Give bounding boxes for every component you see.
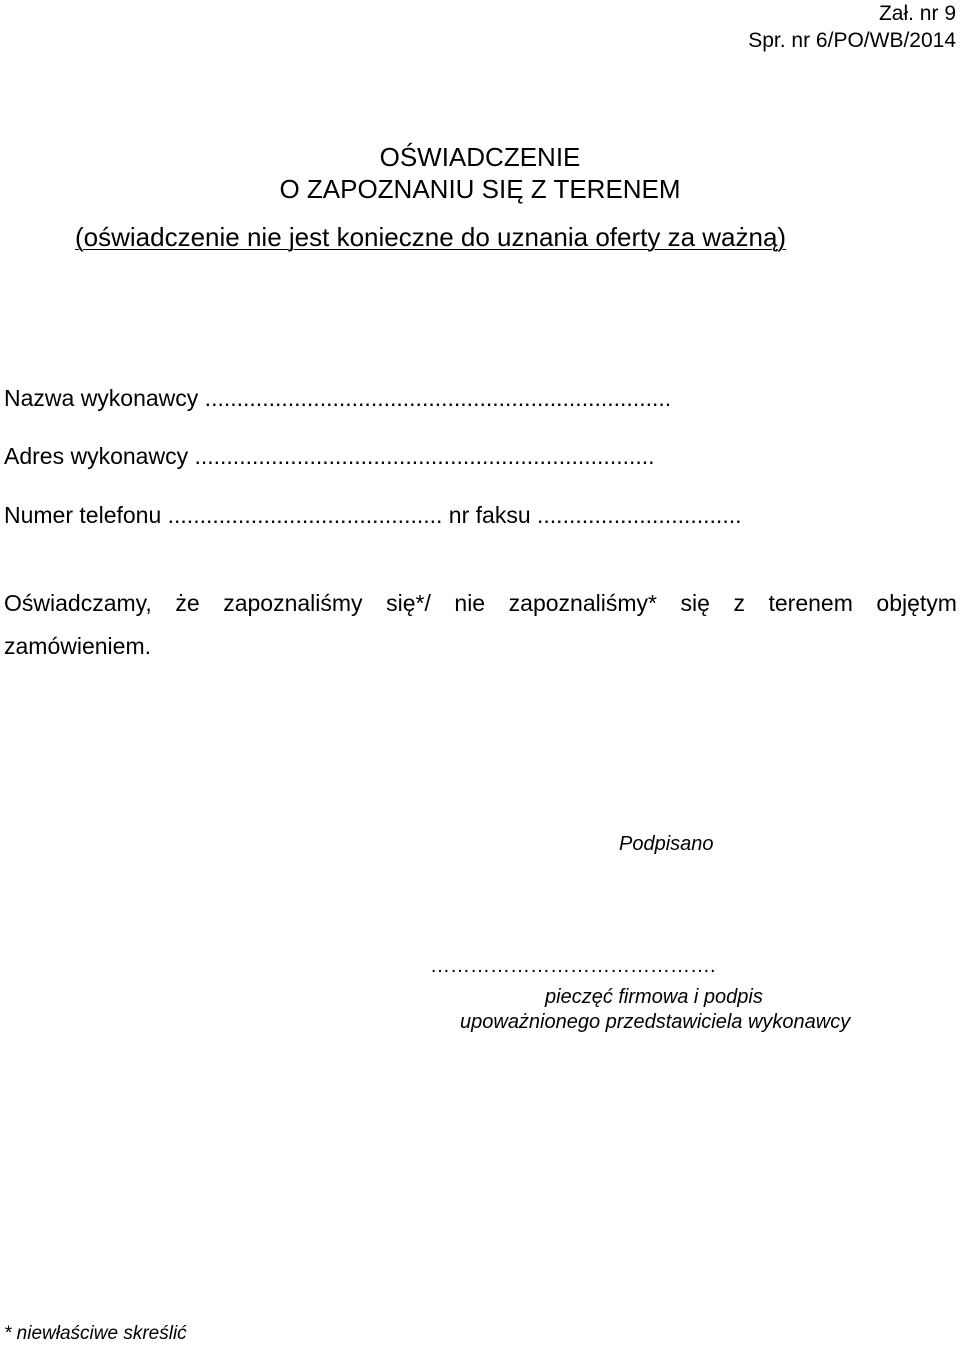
- statement-word: z: [733, 590, 745, 616]
- statement-word: zapoznaliśmy: [223, 590, 363, 616]
- footnote: * niewłaściwe skreślić: [4, 1323, 187, 1344]
- signature-dotted-line: …………………………………….: [430, 955, 716, 977]
- signature-caption-line-2: upoważnionego przedstawiciela wykonawcy: [460, 1011, 851, 1033]
- document-subtitle: O ZAPOZNANIU SIĘ Z TERENEM: [279, 174, 681, 204]
- phone-fax-field: Numer telefonu ........................................... nr faksu ................................: [4, 502, 742, 528]
- statement-word: że: [175, 590, 200, 616]
- signature-caption-line-1: pieczęć firmowa i podpis: [545, 986, 763, 1008]
- document-note: (oświadczenie nie jest konieczne do uznania oferty za ważną): [75, 222, 787, 252]
- statement-word: objętym: [876, 590, 957, 616]
- case-reference-number: Spr. nr 6/PO/WB/2014: [748, 29, 956, 52]
- signed-label: Podpisano: [619, 833, 714, 855]
- statement-word: się*/: [386, 590, 431, 616]
- statement-word: się: [680, 590, 710, 616]
- statement-word: terenem: [768, 590, 853, 616]
- statement-word: Oświadczamy,: [4, 590, 152, 616]
- statement-word: zapoznaliśmy*: [508, 590, 657, 616]
- contractor-name-field: Nazwa wykonawcy .........................................................................: [4, 385, 672, 411]
- statement-line-1: [4, 589, 957, 617]
- statement-line-2: zamówieniem.: [4, 633, 151, 659]
- attachment-number: Zał. nr 9: [878, 2, 956, 25]
- contractor-address-field: Adres wykonawcy ........................................................................: [4, 443, 655, 469]
- document-title: OŚWIADCZENIE: [379, 142, 581, 172]
- statement-word: nie: [454, 590, 486, 616]
